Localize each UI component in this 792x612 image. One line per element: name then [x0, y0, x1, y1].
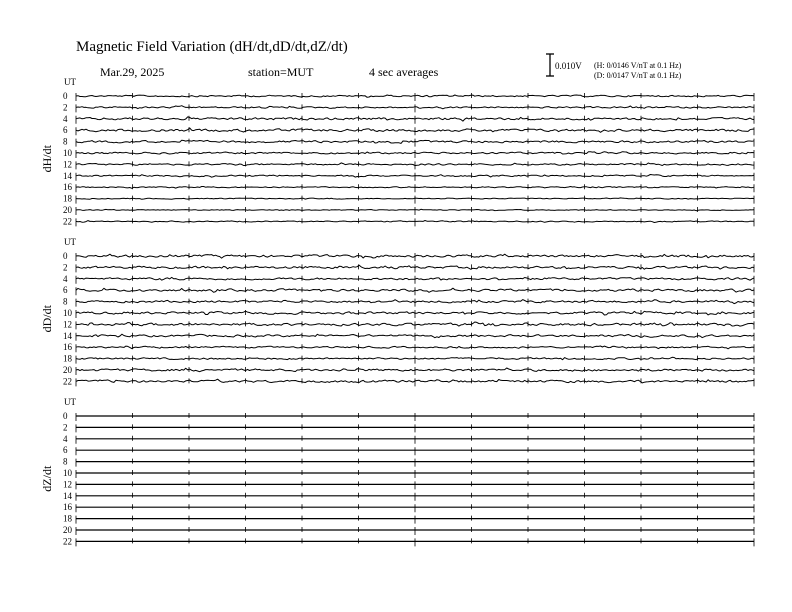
hour-label: 10 — [63, 468, 72, 478]
row-ticks — [76, 481, 754, 489]
hour-label: 10 — [63, 148, 72, 158]
hour-label: 0 — [63, 251, 68, 261]
hour-label: 0 — [63, 91, 68, 101]
hour-label: 12 — [63, 319, 72, 330]
hour-label: 14 — [63, 170, 72, 181]
hour-label: 22 — [63, 536, 72, 547]
hour-label: 12 — [63, 479, 72, 490]
scale-d-sensitivity: (D: 0/0147 V/nT at 0.1 Hz) — [594, 71, 682, 80]
row-ticks — [76, 459, 754, 467]
axis-ylabel: dZ/dt — [40, 465, 54, 492]
hour-label: 18 — [63, 513, 72, 524]
hour-label: 10 — [63, 308, 72, 318]
row-ticks — [76, 378, 754, 386]
chart-title: Magnetic Field Variation (dH/dt,dD/dt,dZ/dt) — [76, 39, 348, 55]
hour-label: 14 — [63, 330, 72, 341]
row-ticks — [76, 207, 754, 215]
hour-label: 6 — [63, 125, 68, 136]
row-ticks — [76, 470, 754, 478]
averaging-label: 4 sec averages — [369, 65, 439, 79]
hour-label: 16 — [63, 342, 72, 353]
row-ticks — [76, 218, 754, 226]
hour-label: 12 — [63, 159, 72, 170]
ut-label: UT — [64, 237, 76, 247]
row-ticks — [76, 516, 754, 524]
hour-label: 4 — [63, 433, 68, 444]
ut-label: UT — [64, 77, 76, 87]
axis-ylabel: dD/dt — [40, 305, 54, 333]
row-ticks — [76, 104, 754, 112]
hour-label: 20 — [63, 365, 72, 375]
hour-label: 22 — [63, 216, 72, 227]
hour-label: 0 — [63, 411, 68, 421]
scale-h-sensitivity: (H: 0/0146 V/nT at 0.1 Hz) — [594, 61, 682, 70]
hour-label: 4 — [63, 273, 68, 284]
hour-label: 16 — [63, 502, 72, 513]
row-ticks — [76, 436, 754, 444]
hour-label: 6 — [63, 445, 68, 456]
date-label: Mar.29, 2025 — [100, 65, 165, 79]
row-ticks — [76, 310, 754, 318]
hour-label: 8 — [63, 136, 68, 147]
axis-ylabel: dH/dt — [40, 145, 54, 173]
hour-label: 20 — [63, 525, 72, 535]
hour-label: 2 — [63, 102, 68, 113]
hour-label: 8 — [63, 296, 68, 307]
hour-label: 16 — [63, 182, 72, 193]
ut-label: UT — [64, 397, 76, 407]
hour-label: 2 — [63, 422, 68, 433]
panel-dD-dt — [40, 237, 754, 386]
panel-dH-dt — [40, 77, 754, 226]
hour-label: 20 — [63, 205, 72, 215]
hour-label: 22 — [63, 376, 72, 387]
hour-label: 14 — [63, 490, 72, 501]
panel-dZ-dt — [40, 397, 754, 546]
hour-label: 4 — [63, 113, 68, 124]
row-ticks — [76, 527, 754, 535]
scale-bar — [546, 54, 554, 76]
row-ticks — [76, 447, 754, 455]
hour-label: 18 — [63, 193, 72, 204]
row-ticks — [76, 493, 754, 501]
hour-label: 8 — [63, 456, 68, 467]
row-ticks — [76, 196, 754, 204]
hour-label: 18 — [63, 353, 72, 364]
station-label: station=MUT — [248, 65, 314, 79]
row-ticks — [76, 424, 754, 432]
hour-label: 6 — [63, 285, 68, 296]
hour-label: 2 — [63, 262, 68, 273]
row-ticks — [76, 150, 754, 158]
row-ticks — [76, 538, 754, 546]
scale-value-label: 0.010V — [555, 61, 582, 71]
row-ticks — [76, 504, 754, 512]
row-ticks — [76, 413, 754, 421]
